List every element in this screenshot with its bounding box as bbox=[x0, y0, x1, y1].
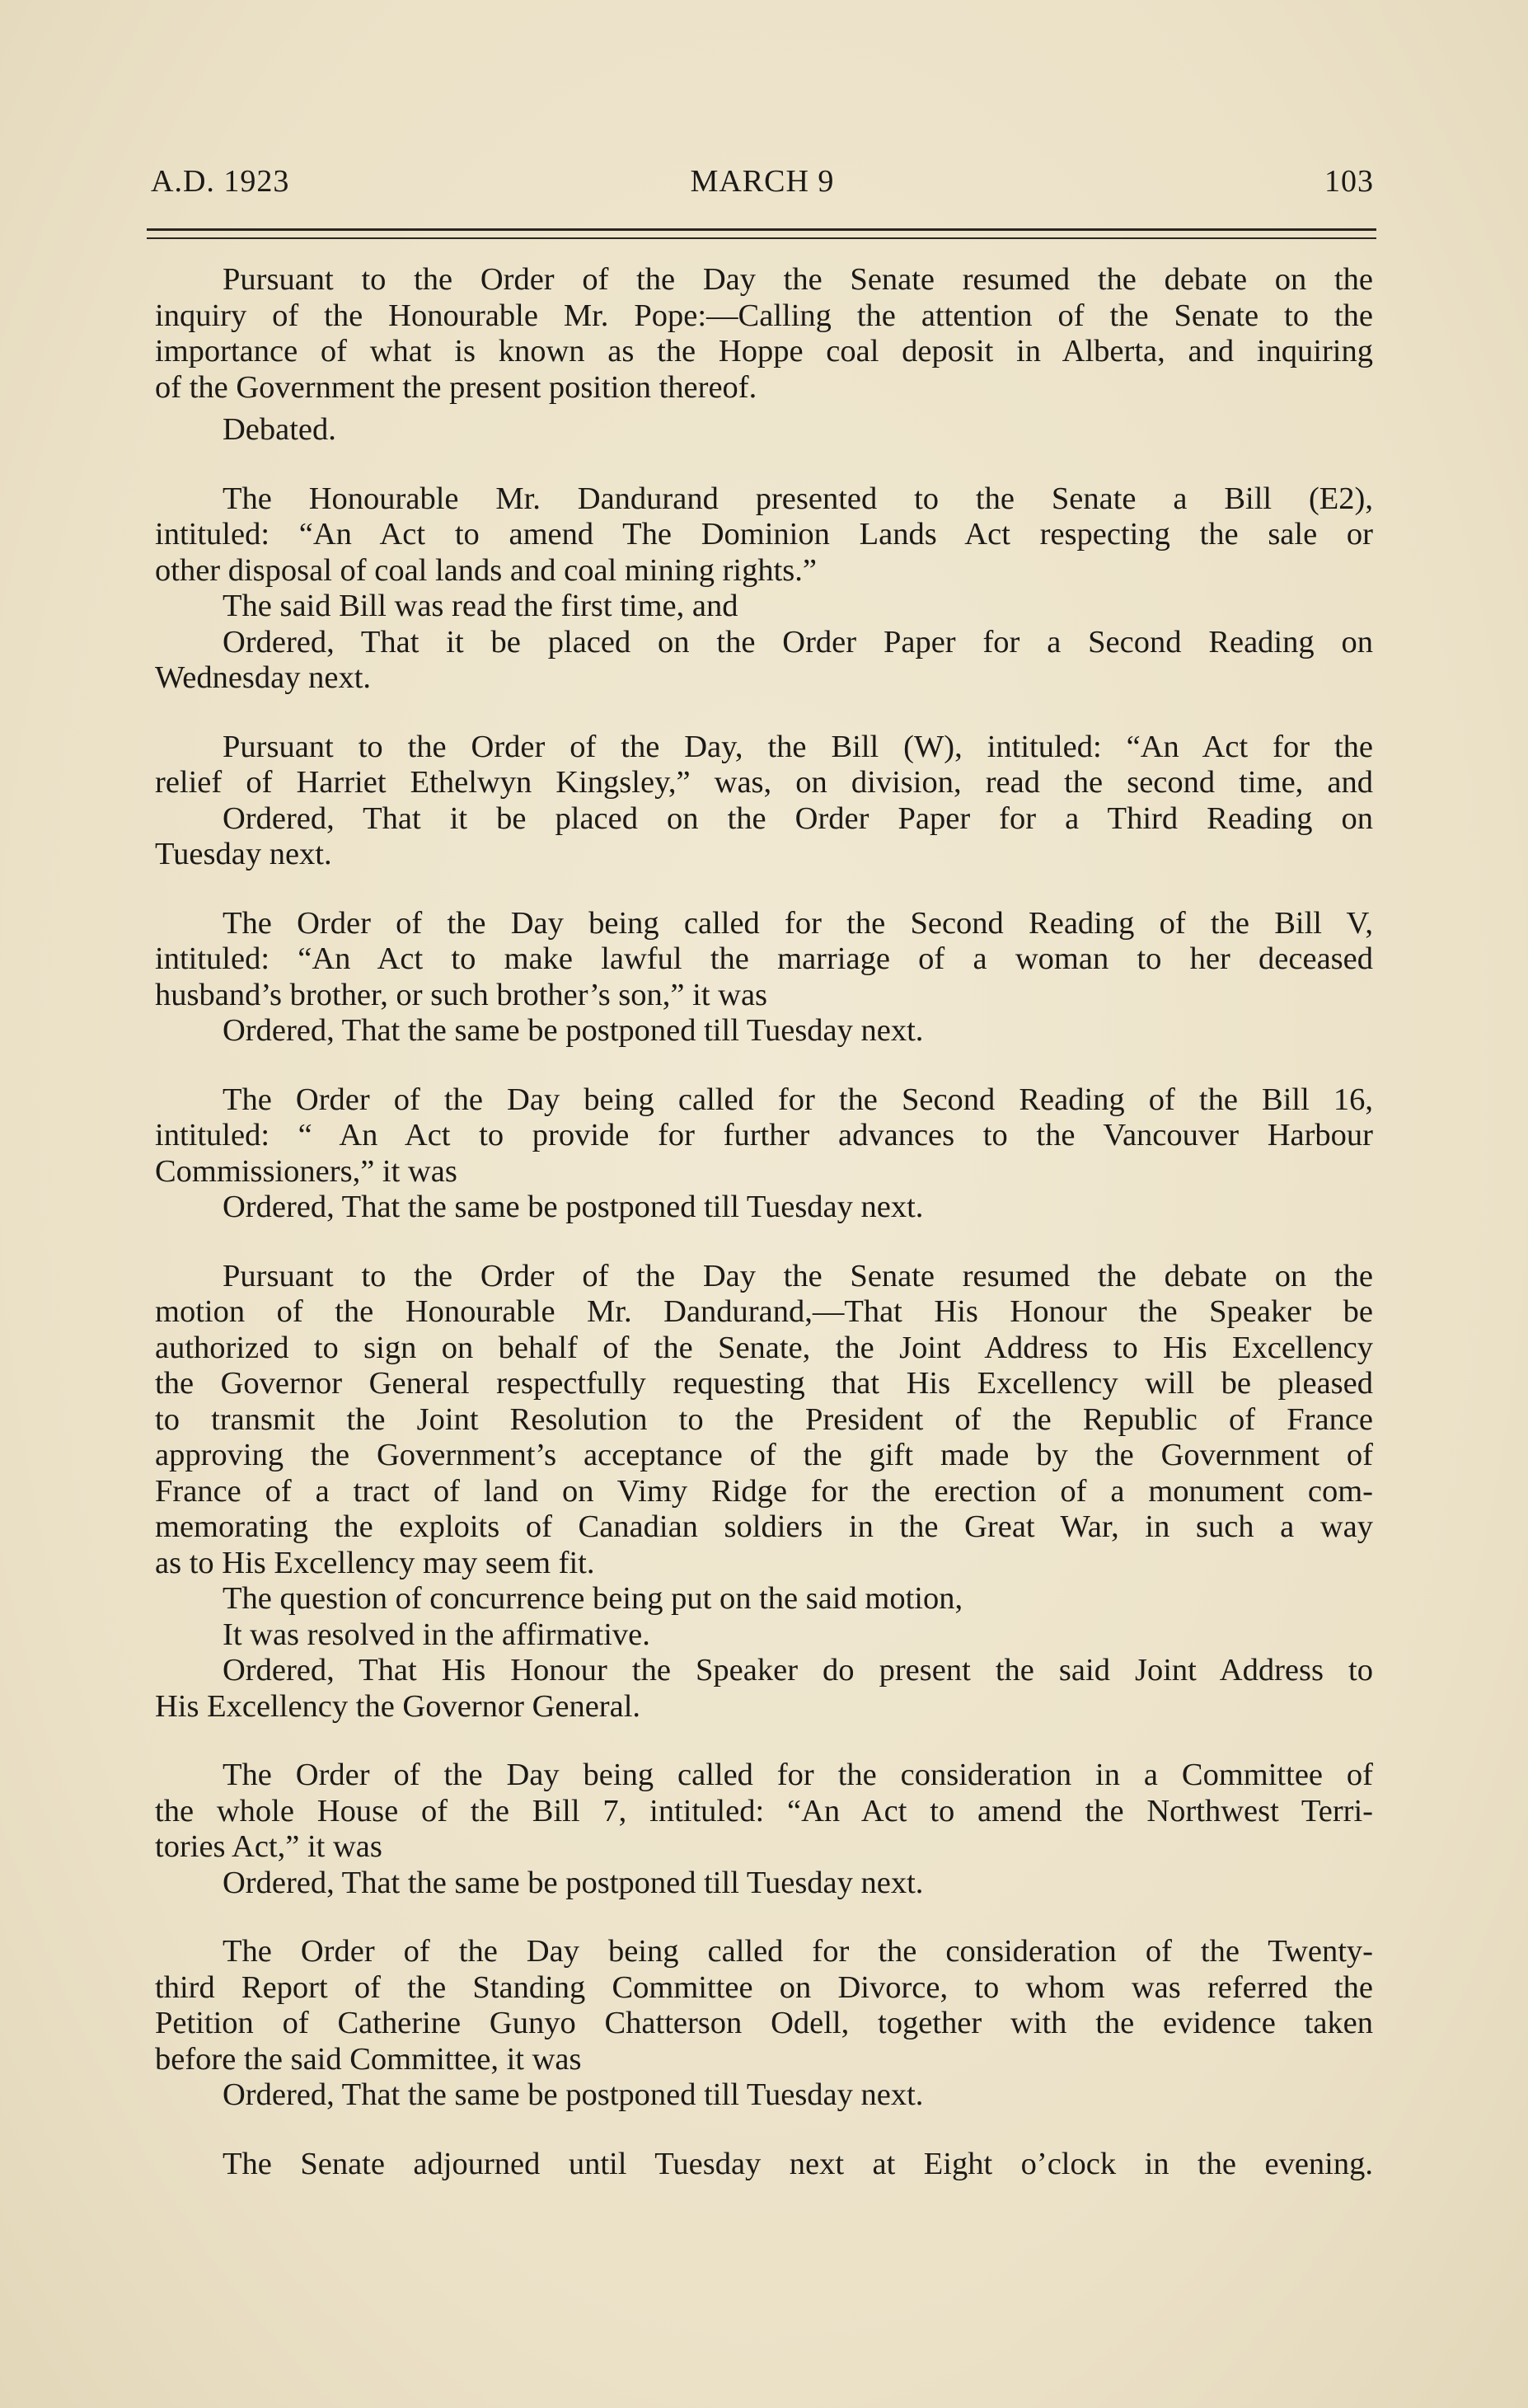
header-date: MARCH 9 bbox=[690, 164, 835, 199]
text-line: The question of concurrence being put on the said motion, bbox=[223, 1581, 963, 1616]
text-line: Wednesday next. bbox=[155, 660, 372, 695]
text-line: importance of what is known as the Hoppe coal deposit in Alberta, and inquiring bbox=[155, 334, 1373, 368]
text-line: The Order of the Day being called for the consideration in a Committee of bbox=[223, 1758, 1373, 1792]
text-line: the Governor General respectfully requesting that His Excellency will be pleased bbox=[155, 1366, 1373, 1401]
header-year: A.D. 1923 bbox=[151, 164, 290, 199]
text-line: Pursuant to the Order of the Day, the Bill (W), intituled: “An Act for the bbox=[223, 729, 1373, 764]
text-line: Ordered, That it be placed on the Order Paper for a Second Reading on bbox=[223, 624, 1373, 660]
text-line: inquiry of the Honourable Mr. Pope:—Calling the attention of the Senate to the bbox=[155, 298, 1373, 333]
text-line: tories Act,” it was bbox=[155, 1829, 382, 1864]
text-line: authorized to sign on behalf of the Senate, the Joint Address to His Excellency bbox=[155, 1330, 1373, 1365]
running-head bbox=[151, 163, 1374, 209]
journal-entry bbox=[155, 730, 1373, 873]
journal-entry bbox=[155, 906, 1373, 1049]
text-line: before the said Committee, it was bbox=[155, 2041, 582, 2077]
text-line: Ordered, That the same be postponed till Tuesday next. bbox=[223, 1865, 924, 1900]
journal-body bbox=[155, 262, 1373, 2215]
text-line: approving the Government’s acceptance of the gift made by the Government of bbox=[155, 1438, 1373, 1472]
text-line: The Honourable Mr. Dandurand presented to the Senate a Bill (E2), bbox=[223, 481, 1373, 516]
text-line: motion of the Honourable Mr. Dandurand,—That His Honour the Speaker be bbox=[155, 1294, 1373, 1329]
text-line: memorating the exploits of Canadian soldiers in the Great War, in such a way bbox=[155, 1509, 1373, 1544]
text-line: Pursuant to the Order of the Day the Senate resumed the debate on the bbox=[223, 1258, 1373, 1293]
header-rule-top bbox=[147, 228, 1376, 231]
text-line: Ordered, That His Honour the Speaker do present the said Joint Address to bbox=[223, 1653, 1373, 1687]
entry-spacer bbox=[155, 406, 1373, 412]
text-line: Commissioners,” it was bbox=[155, 1153, 457, 1189]
text-line: husband’s brother, or such brother’s son,” it was bbox=[155, 977, 768, 1012]
text-line: intituled: “An Act to make lawful the marriage of a woman to her deceased bbox=[155, 941, 1373, 976]
text-line: The Order of the Day being called for the consideration of the Twenty- bbox=[223, 1934, 1373, 1969]
text-line: Ordered, That the same be postponed till Tuesday next. bbox=[223, 2077, 924, 2112]
text-line: The said Bill was read the first time, and bbox=[223, 589, 738, 623]
text-line: The Order of the Day being called for the Second Reading of the Bill V, bbox=[223, 905, 1373, 941]
text-line: Ordered, That it be placed on the Order Paper for a Third Reading on bbox=[223, 800, 1373, 836]
text-line: the whole House of the Bill 7, intituled: “An Act to amend the Northwest Terri- bbox=[155, 1793, 1373, 1828]
text-line: of the Government the present position thereof. bbox=[155, 369, 757, 405]
text-line: Petition of Catherine Gunyo Chatterson Odell, together with the evidence taken bbox=[155, 2006, 1373, 2040]
text-line: Pursuant to the Order of the Day the Senate resumed the debate on the bbox=[223, 262, 1373, 297]
text-line: intituled: “ An Act to provide for further advances to the Vancouver Harbour bbox=[155, 1118, 1373, 1152]
journal-entry bbox=[155, 2147, 1373, 2183]
text-line: Debated. bbox=[223, 412, 336, 447]
page-number: 103 bbox=[1324, 164, 1374, 199]
text-line: Tuesday next. bbox=[155, 837, 332, 871]
journal-entry bbox=[155, 1934, 1373, 2114]
text-line: as to His Excellency may seem fit. bbox=[155, 1545, 595, 1580]
text-line: France of a tract of land on Vimy Ridge for the erection of a monument com- bbox=[155, 1473, 1373, 1509]
text-line: The Order of the Day being called for the Second Reading of the Bill 16, bbox=[223, 1082, 1373, 1117]
text-line: third Report of the Standing Committee on Divorce, to whom was referred the bbox=[155, 1969, 1373, 2005]
journal-entry bbox=[155, 1758, 1373, 1901]
text-line: His Excellency the Governor General. bbox=[155, 1688, 641, 1724]
journal-entry bbox=[155, 481, 1373, 697]
text-line: to transmit the Joint Resolution to the President of the Republic of France bbox=[155, 1401, 1373, 1437]
header-rule-bottom bbox=[147, 237, 1376, 239]
journal-entry bbox=[155, 1259, 1373, 1725]
journal-entry bbox=[155, 262, 1373, 448]
text-line: intituled: “An Act to amend The Dominion Lands Act respecting the sale or bbox=[155, 517, 1373, 552]
text-line: Ordered, That the same be postponed till Tuesday next. bbox=[223, 1190, 924, 1224]
text-line: other disposal of coal lands and coal mining rights.” bbox=[155, 552, 817, 588]
journal-entry bbox=[155, 1082, 1373, 1226]
text-line: Ordered, That the same be postponed till Tuesday next. bbox=[223, 1013, 924, 1048]
text-line: relief of Harriet Ethelwyn Kingsley,” was, on division, read the second time, and bbox=[155, 765, 1373, 800]
text-line: It was resolved in the affirmative. bbox=[223, 1617, 650, 1652]
text-line: The Senate adjourned until Tuesday next at Eight o’clock in the evening. bbox=[223, 2146, 1373, 2181]
